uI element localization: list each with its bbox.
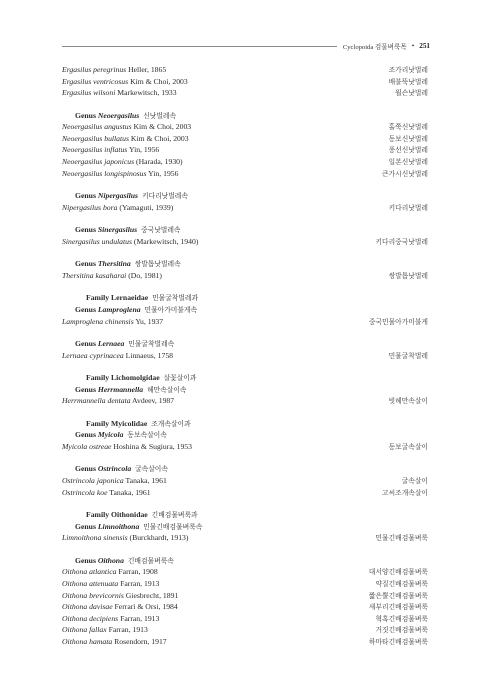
scientific-name — [62, 625, 107, 634]
species-epithet: attenuata — [89, 578, 119, 588]
scientific-name — [62, 533, 128, 542]
species-name — [62, 64, 166, 76]
author-citation: Yin, 1956 — [128, 145, 160, 155]
korean-taxon-name: 살꽃살이과 — [163, 374, 197, 383]
korean-common-name: 새부리긴배검물벼룩 — [368, 603, 428, 612]
section-gap — [62, 327, 428, 338]
korean-taxon-name: 민물굴착벌레과 — [152, 294, 199, 303]
korean-taxon-name: 키다리낫벌레속 — [141, 192, 188, 201]
species-epithet: japonica — [96, 476, 124, 486]
korean-taxon-name: 민물굴착벌레속 — [128, 340, 175, 349]
scientific-name — [62, 579, 118, 588]
genus-epithet: Oithona — [62, 578, 88, 588]
korean-taxon-name: 쌍발톱낫벌레속 — [134, 260, 181, 269]
family-heading — [62, 292, 428, 304]
species-name — [62, 168, 178, 180]
running-header — [62, 39, 430, 53]
species-epithet: japonicus — [104, 157, 135, 167]
species-name — [62, 156, 183, 168]
scientific-name — [62, 317, 134, 326]
species-epithet: davisae — [89, 602, 113, 612]
taxon-name: Lamproglena — [97, 304, 141, 314]
species-epithet: sinensis — [103, 533, 128, 543]
korean-common-name: 빗헤만속살이 — [388, 397, 428, 406]
author-citation: Tanaka, 1961 — [109, 487, 151, 497]
genus-heading — [62, 224, 428, 236]
rank-label: Genus — [75, 464, 96, 474]
korean-common-name: 혁혹긴배검물벼룩 — [375, 614, 428, 623]
family-heading — [62, 418, 428, 430]
taxon-name: Lernaea — [97, 339, 125, 349]
scientific-name — [62, 442, 111, 451]
korean-taxon-name: 굴속살이속 — [135, 465, 168, 474]
section-gap — [62, 544, 428, 555]
species-name — [62, 133, 189, 145]
species-epithet: bullatus — [104, 133, 129, 143]
author-citation: Farran, 1913 — [108, 625, 148, 635]
family-heading — [62, 509, 428, 521]
author-citation: (Do, 1981) — [128, 270, 162, 280]
species-epithet: longispinosus — [104, 168, 147, 178]
scientific-name — [62, 203, 117, 212]
genus-heading — [62, 190, 428, 202]
scientific-name — [62, 396, 131, 405]
species-epithet: fallax — [89, 625, 107, 635]
taxon-name: Lernaeidae — [110, 293, 149, 303]
scientific-name — [62, 134, 129, 143]
species-entry — [62, 168, 428, 180]
section-gap — [62, 453, 428, 464]
taxon-name: Oithonidae — [110, 510, 148, 520]
genus-epithet: Neoergasilus — [62, 157, 103, 167]
korean-common-name: 윌슨낫벌레 — [395, 89, 428, 98]
korean-common-name: 대서양긴배검물벼룩 — [368, 568, 428, 577]
author-citation: Tanaka, 1961 — [125, 476, 167, 486]
taxon-name: Myicola — [97, 430, 124, 440]
korean-common-name: 민물굴착벌레 — [388, 351, 428, 360]
species-name — [62, 624, 148, 636]
section-gap — [62, 247, 428, 258]
species-name — [62, 316, 163, 328]
genus-heading — [62, 338, 428, 350]
scientific-name — [62, 476, 124, 485]
species-name — [62, 350, 173, 362]
author-citation: Giesbrecht, 1891 — [125, 590, 179, 600]
korean-common-name: 조가리낫벌레 — [388, 66, 428, 74]
genus-heading — [62, 555, 428, 567]
taxon-name: Thersitina — [97, 259, 131, 269]
scientific-name — [62, 591, 124, 600]
header-rule — [62, 46, 337, 47]
author-citation: Markewitsch, 1933 — [117, 88, 177, 98]
author-citation: Farran, 1913 — [120, 578, 160, 588]
species-epithet: atlantica — [89, 567, 117, 577]
scientific-name — [62, 488, 107, 497]
species-entry — [62, 395, 428, 407]
korean-common-name: 약질긴배검물벼룩 — [375, 579, 428, 588]
korean-taxon-name: 헤만속살이속 — [147, 385, 187, 394]
genus-epithet: Nipergasilus — [62, 202, 102, 212]
korean-taxon-name: 민물긴배검물벼룩속 — [143, 522, 203, 531]
genus-heading — [62, 463, 428, 475]
taxon-name: Neoergasilus — [97, 110, 140, 120]
korean-common-name: 동보신낫벌레 — [388, 134, 428, 143]
korean-common-name: 짧은뿔긴배검물벼룩 — [368, 591, 428, 600]
genus-epithet: Myicola — [62, 441, 88, 451]
species-entry — [62, 441, 428, 453]
species-entry — [62, 601, 428, 613]
species-epithet: kasaharai — [95, 270, 127, 280]
korean-taxon-name: 중국낫벌레속 — [141, 226, 181, 235]
rank-label: Genus — [75, 191, 96, 201]
species-epithet: dentata — [107, 396, 131, 406]
korean-common-name: 큰가시신낫벌레 — [382, 169, 428, 178]
species-epithet: chinensis — [105, 316, 134, 326]
species-name — [62, 270, 162, 282]
author-citation: Avdeev, 1987 — [132, 396, 175, 406]
genus-epithet: Oithona — [62, 625, 88, 635]
genus-epithet: Oithona — [62, 602, 88, 612]
scientific-name — [62, 169, 147, 178]
scientific-name — [62, 145, 127, 154]
page-number: 251 — [419, 42, 430, 50]
author-citation: Kim & Choi, 2003 — [130, 76, 188, 86]
species-entry — [62, 156, 428, 168]
author-citation: Heller, 1865 — [128, 65, 167, 74]
header-title: Cyclopoida 검물벼룩목 — [342, 44, 407, 51]
korean-common-name: 일본신낫벌레 — [388, 158, 428, 167]
scientific-name — [62, 351, 124, 360]
taxon-name: Oithona — [97, 555, 124, 565]
korean-common-name: 키다리중국낫벌레 — [375, 237, 428, 246]
species-name — [62, 121, 191, 133]
species-epithet: inflatus — [104, 145, 128, 155]
section-gap — [62, 498, 428, 509]
species-name — [62, 532, 188, 544]
author-citation: Ferrari & Orsi, 1984 — [114, 602, 178, 612]
species-entry — [62, 202, 428, 214]
scientific-name — [62, 637, 112, 646]
korean-common-name: 굴속살이 — [401, 477, 428, 486]
taxon-list — [62, 64, 428, 648]
scientific-name — [62, 157, 134, 166]
rank-label: Family — [86, 293, 110, 303]
genus-epithet: Neoergasilus — [62, 133, 103, 143]
genus-heading — [62, 110, 428, 122]
korean-taxon-name: 긴배검물벼룩과 — [151, 511, 198, 520]
author-citation: Kim & Choi, 2003 — [133, 122, 192, 132]
species-entry — [62, 350, 428, 362]
species-name — [62, 601, 178, 613]
species-entry — [62, 133, 428, 145]
taxon-name: Ostrincola — [97, 464, 132, 474]
genus-heading — [62, 429, 428, 441]
genus-epithet: Ostrincola — [62, 476, 95, 486]
author-citation: Yin, 1956 — [148, 168, 179, 178]
species-name — [62, 144, 159, 156]
rank-label: Genus — [75, 259, 96, 269]
rank-label: Family — [86, 510, 110, 520]
section-gap — [62, 179, 428, 190]
species-entry — [62, 76, 428, 88]
genus-epithet: Herrmannella — [62, 396, 106, 406]
species-name — [62, 566, 158, 578]
species-entry — [62, 270, 428, 282]
rank-label: Genus — [75, 521, 96, 531]
genus-heading — [62, 304, 428, 316]
genus-heading — [62, 258, 428, 270]
genus-heading — [62, 521, 428, 533]
species-epithet: ventricosus — [93, 76, 129, 86]
species-name — [62, 236, 198, 248]
species-epithet: ostreae — [89, 441, 112, 451]
author-citation: Hoshina & Sugiura, 1953 — [113, 441, 192, 451]
scientific-name — [62, 122, 132, 131]
species-epithet: cyprinacea — [89, 350, 124, 360]
species-name — [62, 636, 167, 648]
species-entry — [62, 316, 428, 328]
rank-label: Genus — [75, 304, 96, 314]
scientific-name — [62, 65, 126, 74]
species-epithet: wilsoni — [93, 88, 116, 98]
genus-epithet: Ostrincola — [62, 487, 95, 497]
section-gap — [62, 361, 428, 372]
taxon-name: Lichomolgidae — [110, 373, 160, 383]
author-citation: Farran, 1908 — [118, 567, 158, 577]
genus-epithet: Neoergasilus — [62, 168, 103, 178]
genus-epithet: Limnoithona — [62, 533, 102, 543]
species-entry — [62, 566, 428, 578]
scientific-name — [62, 567, 116, 576]
rank-label: Genus — [75, 430, 96, 440]
rank-label: Genus — [75, 339, 96, 349]
species-entry — [62, 121, 428, 133]
species-entry — [62, 532, 428, 544]
korean-common-name: 풍선신낫벌레 — [388, 146, 428, 155]
scientific-name — [62, 237, 132, 246]
genus-epithet: Oithona — [62, 613, 88, 623]
author-citation: Kim & Choi, 2003 — [130, 133, 189, 143]
korean-common-name: 홀쭉신낫벌레 — [388, 123, 428, 132]
author-citation: (Burckhardt, 1913) — [129, 533, 189, 543]
species-epithet: decipiens — [89, 613, 119, 623]
korean-common-name: 민물긴배검물벼룩 — [375, 534, 428, 543]
scientific-name — [62, 88, 115, 97]
rank-label: Genus — [75, 225, 96, 235]
rank-label: Genus — [75, 555, 96, 565]
author-citation: (Markewitsch, 1940) — [133, 236, 199, 246]
scientific-name — [62, 602, 113, 611]
genus-epithet: Ergasilus — [62, 76, 92, 86]
genus-epithet: Ergasilus — [62, 65, 92, 74]
species-name — [62, 441, 192, 453]
genus-epithet: Thersitina — [62, 270, 94, 280]
family-heading — [62, 372, 428, 384]
species-name — [62, 487, 151, 499]
genus-heading — [62, 384, 428, 396]
taxon-name: Sinergasilus — [97, 225, 138, 235]
species-entry — [62, 475, 428, 487]
species-name — [62, 613, 159, 625]
rank-label: Genus — [75, 384, 96, 394]
species-epithet: angustus — [104, 122, 132, 132]
genus-epithet: Lernaea — [62, 350, 88, 360]
species-epithet: undulatus — [101, 236, 132, 246]
korean-taxon-name: 동보속살이속 — [127, 431, 167, 440]
korean-common-name: 고씨조개속살이 — [382, 488, 428, 497]
author-citation: Yu, 1937 — [135, 316, 164, 326]
section-gap — [62, 99, 428, 110]
species-entry — [62, 578, 428, 590]
korean-common-name: 배불뚝낫벌레 — [388, 77, 428, 86]
korean-taxon-name: 조개속살이과 — [151, 419, 191, 428]
species-name — [62, 578, 159, 590]
korean-common-name: 거짓긴배검물벼룩 — [375, 626, 428, 635]
genus-epithet: Neoergasilus — [62, 122, 103, 132]
korean-taxon-name: 신낫벌레속 — [143, 111, 177, 120]
species-epithet: bora — [102, 202, 118, 212]
header-separator: • — [411, 42, 415, 50]
korean-taxon-name: 긴배검물벼룩속 — [127, 556, 174, 565]
section-gap — [62, 407, 428, 418]
author-citation: (Harada, 1930) — [136, 157, 183, 167]
species-name — [62, 395, 174, 407]
species-epithet: koe — [96, 487, 108, 497]
author-citation: (Yamaguti, 1939) — [119, 202, 174, 212]
species-entry — [62, 590, 428, 602]
rank-label: Genus — [75, 110, 96, 120]
genus-epithet: Lamproglena — [62, 316, 104, 326]
scientific-name — [62, 614, 118, 623]
species-entry — [62, 64, 428, 76]
rank-label: Family — [86, 418, 110, 428]
species-entry — [62, 624, 428, 636]
korean-common-name: 쌍발톱낫벌레 — [388, 271, 428, 280]
species-entry — [62, 613, 428, 625]
species-entry — [62, 87, 428, 99]
species-entry — [62, 144, 428, 156]
species-entry — [62, 487, 428, 499]
rank-label: Family — [86, 373, 110, 383]
species-name — [62, 202, 173, 214]
species-name — [62, 87, 177, 99]
scientific-name — [62, 77, 128, 86]
species-entry — [62, 236, 428, 248]
section-gap — [62, 281, 428, 292]
species-epithet: brevicornis — [89, 590, 124, 600]
taxon-name: Herrmannella — [97, 384, 144, 394]
korean-common-name: 동보굴속살이 — [388, 442, 428, 451]
genus-epithet: Ergasilus — [62, 88, 92, 98]
scientific-name — [62, 271, 126, 280]
taxon-name: Nipergasilus — [97, 191, 139, 201]
section-gap — [62, 213, 428, 224]
taxon-name: Limnoithona — [97, 521, 140, 531]
genus-epithet: Neoergasilus — [62, 145, 103, 155]
species-epithet: peregrinus — [93, 65, 127, 74]
genus-epithet: Sinergasilus — [62, 236, 100, 246]
korean-common-name: 중국민물아가미불게 — [368, 317, 428, 326]
species-name — [62, 76, 188, 88]
genus-epithet: Oithona — [62, 590, 88, 600]
genus-epithet: Oithona — [62, 636, 88, 646]
korean-common-name: 키다리낫벌레 — [388, 203, 428, 212]
species-name — [62, 475, 167, 487]
species-epithet: hamata — [89, 636, 113, 646]
author-citation: Linnaeus, 1758 — [125, 350, 174, 360]
species-entry — [62, 636, 428, 648]
author-citation: Rosendorn, 1917 — [114, 636, 167, 646]
genus-epithet: Oithona — [62, 567, 88, 577]
taxon-name: Myicolidae — [110, 418, 148, 428]
korean-common-name: 하마타긴배검물벼룩 — [368, 637, 428, 646]
korean-taxon-name: 민물아가미불게속 — [144, 305, 198, 314]
author-citation: Farran, 1913 — [120, 613, 160, 623]
species-name — [62, 590, 178, 602]
